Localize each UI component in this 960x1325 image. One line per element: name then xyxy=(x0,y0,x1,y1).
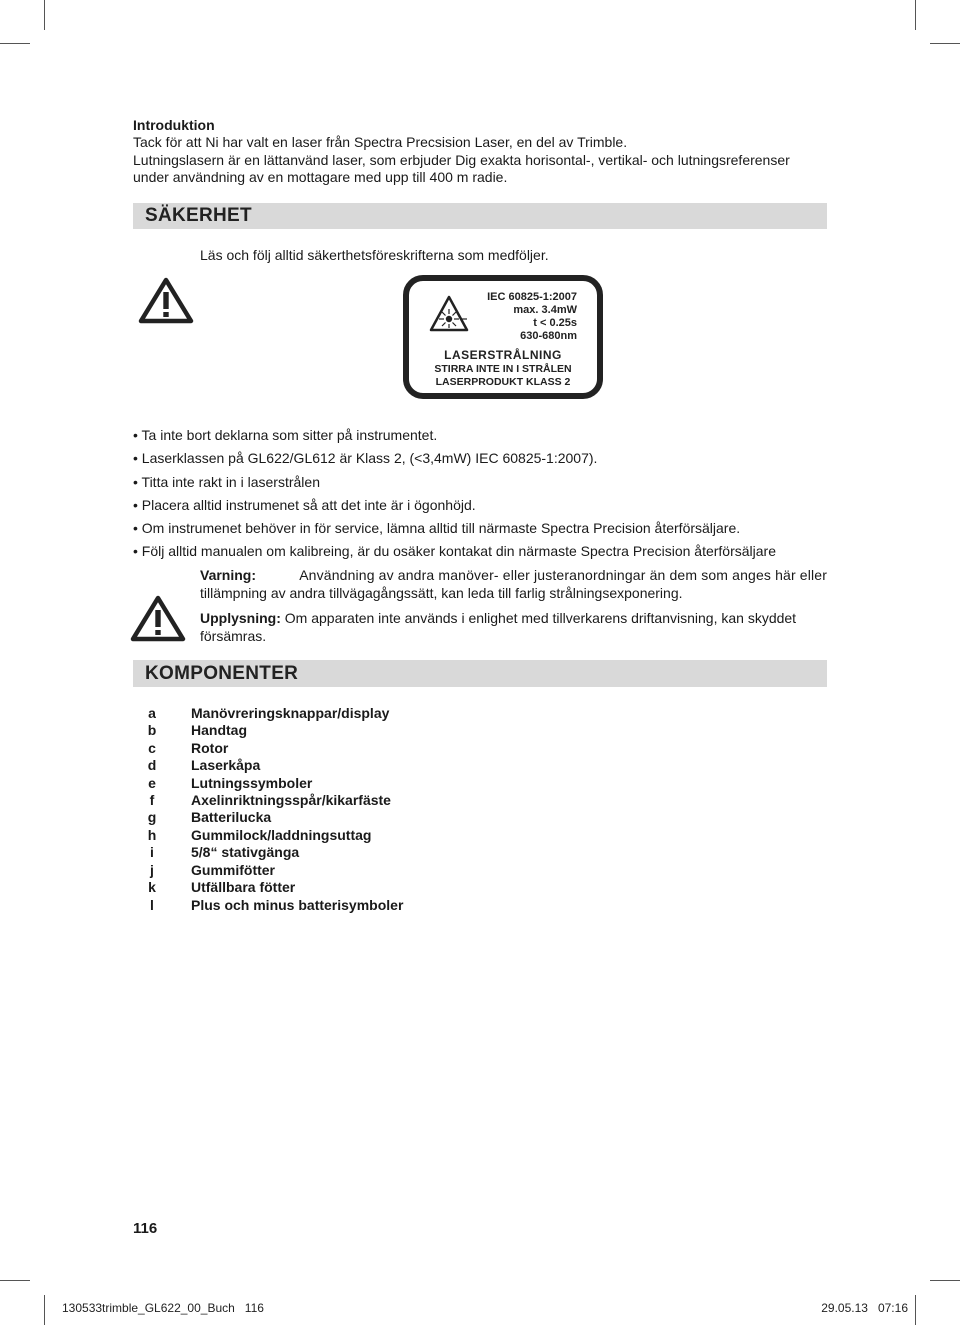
section-title-safety: SÄKERHET xyxy=(145,205,252,226)
laser-warning-label xyxy=(403,275,603,399)
label-iec: IEC 60825-1:2007 xyxy=(487,291,577,303)
component-name: Gummilock/laddningsuttag xyxy=(191,827,372,843)
component-name: 5/8“ stativgänga xyxy=(191,844,300,860)
footer-file: 130533trimble_GL622_00_Buch 116 xyxy=(62,1301,264,1315)
intro-line: Lutningslasern är en lättanvänd laser, som erbjuder Dig exakta horisontal-, vertikal- och lutningsreferenser xyxy=(133,152,790,168)
notice-text: Om apparaten inte används i enlighet med tillverkarens driftanvisning, kan skyddet xyxy=(284,610,797,626)
crop-mark xyxy=(915,1295,916,1325)
safety-bullet: • Titta inte rakt in i laserstrålen xyxy=(133,474,320,490)
list-item xyxy=(133,879,295,896)
warning-text: Användning av andra manöver- eller justeranordningar än dem som anges här eller xyxy=(299,567,827,583)
component-name: Plus och minus batterisymboler xyxy=(191,897,404,913)
warning-line-2: tillämpning av andra tillvägagångssätt, kan leda till farlig strålningsexponering. xyxy=(200,584,683,601)
component-name: Gummifötter xyxy=(191,862,275,878)
component-letter: c xyxy=(148,740,156,756)
crop-mark xyxy=(44,1295,45,1325)
crop-mark xyxy=(930,43,960,44)
component-letter: b xyxy=(147,722,157,738)
notice-paragraph xyxy=(200,610,827,645)
component-letter: l xyxy=(150,897,154,913)
component-letter: h xyxy=(147,827,157,843)
component-letter: d xyxy=(147,757,157,773)
notice-label: Upplysning: xyxy=(200,610,281,626)
crop-mark xyxy=(44,0,45,30)
section-bar-safety xyxy=(133,203,827,229)
section-bar-components xyxy=(133,660,827,687)
list-item xyxy=(133,792,391,809)
intro-line: under användning av en mottagare med upp till 400 m radie. xyxy=(133,169,508,185)
component-name: Rotor xyxy=(191,740,229,756)
safety-bullet: • Följ alltid manualen om kalibreing, är du osäker kontakat din närmaste Spectra Precision återförsäljare xyxy=(133,543,776,559)
intro-heading: Introduktion xyxy=(133,117,215,133)
component-letter: j xyxy=(150,862,154,878)
notice-line-2: försämras. xyxy=(200,627,267,644)
section-title-components: KOMPONENTER xyxy=(145,663,299,684)
component-name: Lutningssymboler xyxy=(191,775,313,791)
warning-label: Varning: xyxy=(200,567,257,583)
crop-mark xyxy=(0,1280,30,1281)
component-letter: a xyxy=(148,705,156,721)
safety-bullet: • Ta inte bort deklarna som sitter på instrumentet. xyxy=(133,427,438,443)
page-number: 116 xyxy=(133,1220,158,1237)
component-name: Laserkåpa xyxy=(191,757,261,773)
list-item xyxy=(133,740,228,757)
component-name: Axelinriktningsspår/kikarfäste xyxy=(191,792,391,808)
notice-line-1 xyxy=(200,610,827,628)
component-letter: e xyxy=(148,775,156,791)
list-item xyxy=(133,775,312,792)
safety-instruction: Läs och följ alltid säkerthetsföreskrifterna som medföljer. xyxy=(200,247,549,263)
warning-paragraph xyxy=(200,567,827,602)
component-name: Handtag xyxy=(191,722,247,738)
crop-mark xyxy=(930,1280,960,1281)
component-name: Manövreringsknappar/display xyxy=(191,705,390,721)
component-letter: i xyxy=(150,844,154,860)
label-class: LASERPRODUKT KLASS 2 xyxy=(435,376,571,388)
list-item xyxy=(133,722,247,739)
safety-bullet: • Laserklassen på GL622/GL612 är Klass 2, (<3,4mW) IEC 60825-1:2007). xyxy=(133,450,598,466)
crop-mark xyxy=(0,43,30,44)
list-item xyxy=(133,844,299,861)
list-item xyxy=(133,757,260,774)
component-name: Batterilucka xyxy=(191,809,272,825)
component-letter: g xyxy=(147,809,157,825)
footer-date: 29.05.13 07:16 xyxy=(821,1301,908,1315)
list-item xyxy=(133,827,371,844)
warning-line-1 xyxy=(200,567,827,585)
laser-starburst-icon xyxy=(429,295,469,333)
list-item xyxy=(133,705,389,722)
warning-triangle-icon xyxy=(130,594,186,642)
label-t: t < 0.25s xyxy=(533,317,577,329)
component-letter: k xyxy=(148,879,156,895)
label-max: max. 3.4mW xyxy=(513,304,577,316)
component-letter: f xyxy=(149,792,155,808)
label-warning: LASERSTRÅLNING xyxy=(444,348,562,362)
component-name: Utfällbara fötter xyxy=(191,879,296,895)
label-stare: STIRRA INTE IN I STRÅLEN xyxy=(434,363,572,375)
list-item xyxy=(133,809,271,826)
list-item xyxy=(133,897,403,914)
intro-line: Tack för att Ni har valt en laser från Spectra Precsision Laser, en del av Trimble. xyxy=(133,134,628,150)
list-item xyxy=(133,862,275,879)
crop-mark xyxy=(915,0,916,30)
warning-triangle-icon xyxy=(138,276,194,324)
label-wavelength: 630-680nm xyxy=(520,330,577,342)
safety-bullet: • Placera alltid instrumenet så att det inte är i ögonhöjd. xyxy=(133,497,476,513)
safety-bullet: • Om instrumenet behöver in för service, lämna alltid till närmaste Spectra Precision återförsäljare. xyxy=(133,520,741,536)
